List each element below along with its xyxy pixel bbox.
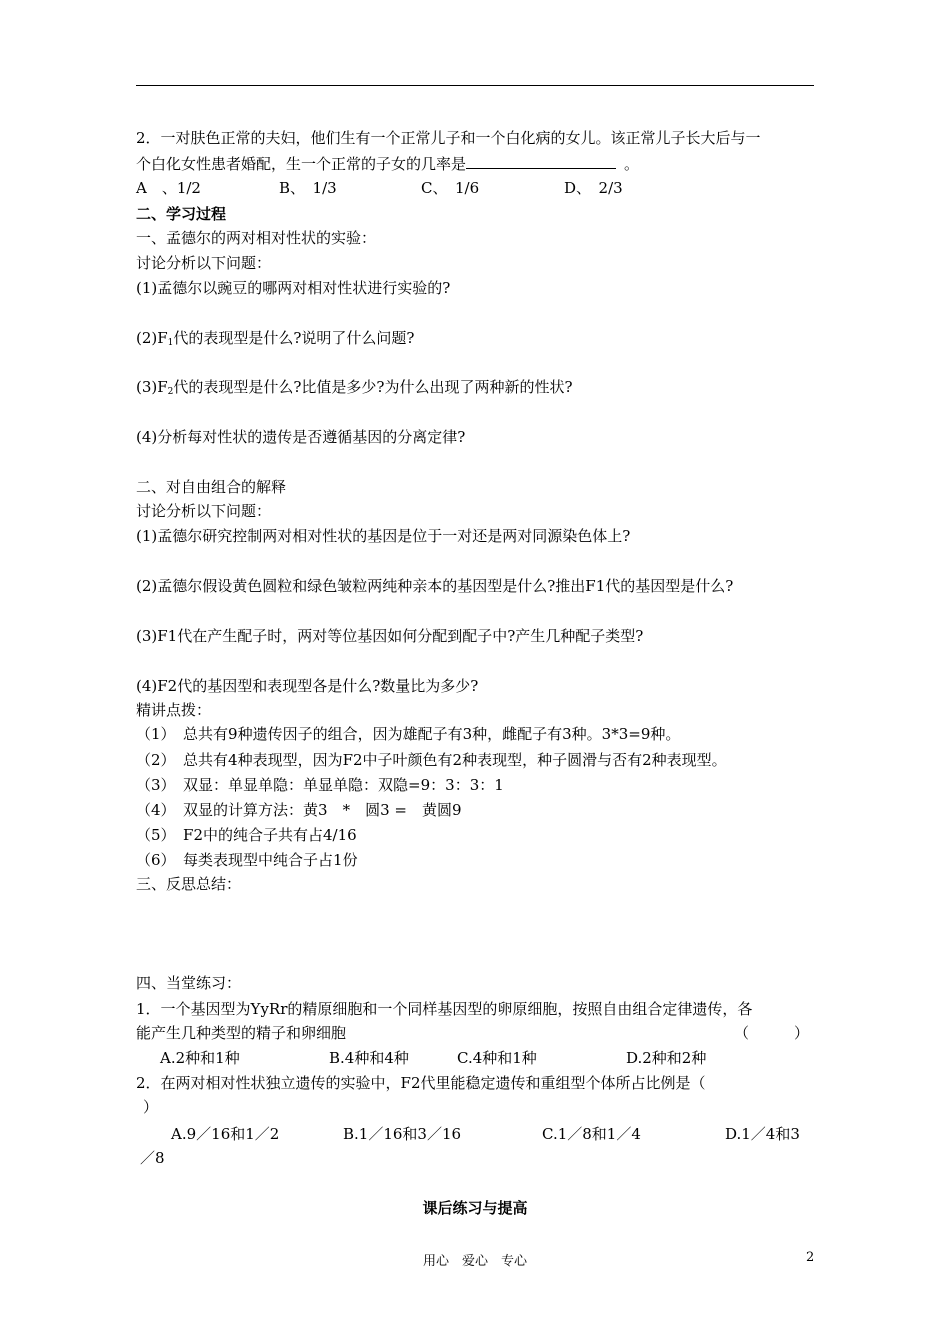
question-2-3: (3)F1代在产生配子时，两对等位基因如何分配到配子中?产生几种配子类型? [136, 627, 644, 645]
q2-option-c: C、 1/6 [421, 179, 480, 197]
p2-option-a: A.9／16和1／2 [171, 1125, 280, 1143]
question-1-3 [136, 377, 573, 402]
discuss-label-2: 讨论分析以下问题： [136, 502, 272, 520]
practice-2-line-2: ） [143, 1098, 159, 1116]
point-3: （3） 双显：单显单隐：单显单隐：双隐=9：3：3：1 [136, 776, 504, 794]
point-4: （4） 双显的计算方法：黄3 * 圆3 = 黄圆9 [136, 801, 462, 819]
heading-key-points: 精讲点拨： [136, 701, 212, 719]
heading-practice: 四、当堂练习： [136, 974, 242, 992]
q2-option-a: A 、1/2 [136, 179, 201, 197]
q1-3-text: 代的表现型是什么?比值是多少?为什么出现了两种新的性状? [173, 378, 573, 396]
practice-1-answer-paren: （ ） [734, 1024, 810, 1042]
heading-study-process: 二、学习过程 [136, 205, 227, 223]
p2-option-d: D.1／4和3 [725, 1125, 800, 1143]
q1-3-prefix: (3)F [136, 378, 168, 396]
q1-3-subscript: 2 [167, 387, 174, 397]
point-1: （1） 总共有9种遗传因子的组合，因为雄配子有3种，雌配子有3种。3*3=9种。 [136, 725, 681, 743]
q1-2-prefix: (2)F [136, 329, 168, 347]
question-1-2 [136, 328, 414, 353]
point-5: （5） F2中的纯合子共有占4/16 [136, 826, 357, 844]
q1-2-subscript: 1 [167, 338, 174, 348]
p2-option-b: B.1／16和3／16 [343, 1125, 462, 1143]
point-2: （2） 总共有4种表现型，因为F2中子叶颜色有2种表现型，种子圆滑与否有2种表现型。 [136, 751, 727, 769]
question-2-end: 。 [624, 155, 640, 173]
question-1-4: (4)分析每对性状的遗传是否遵循基因的分离定律? [136, 428, 466, 446]
question-2-text: 个白化女性患者婚配，生一个正常的子女的几率是 [136, 155, 467, 173]
question-2-4: (4)F2代的基因型和表现型各是什么?数量比为多少? [136, 677, 479, 695]
heading-after-class: 课后练习与提高 [422, 1199, 528, 1217]
question-2-2: (2)孟德尔假设黄色圆粒和绿色皱粒两纯种亲本的基因型是什么?推出F1代的基因型是什么? [136, 577, 734, 595]
q2-option-d: D、 2/3 [564, 179, 623, 197]
p1-option-a: A.2种和1种 [160, 1049, 240, 1067]
question-1-1: (1)孟德尔以豌豆的哪两对相对性状进行实验的? [136, 279, 451, 297]
question-2-line-1: 2．一对肤色正常的夫妇，他们生有一个正常儿子和一个白化病的女儿。该正常儿子长大后与一 [136, 129, 761, 147]
practice-1-line-1: 1．一个基因型为YyRr的精原细胞和一个同样基因型的卵原细胞，按照自由组合定律遗传，各 [136, 1000, 753, 1018]
heading-reflection: 三、反思总结： [136, 875, 242, 893]
page-number: 2 [806, 1250, 815, 1265]
answer-blank [466, 154, 616, 169]
practice-1-line-2: 能产生几种类型的精子和卵细胞 [136, 1024, 347, 1042]
header-rule [136, 85, 814, 86]
p2-option-c: C.1／8和1／4 [542, 1125, 641, 1143]
footer-slogan: 用心 爱心 专心 [422, 1254, 527, 1269]
p1-option-c: C.4种和1种 [457, 1049, 537, 1067]
p2-option-d-continued: ／8 [140, 1149, 165, 1167]
point-6: （6） 每类表现型中纯合子占1份 [136, 851, 358, 869]
question-2-1: (1)孟德尔研究控制两对相对性状的基因是位于一对还是两对同源染色体上? [136, 527, 631, 545]
practice-2-line-1: 2．在两对相对性状独立遗传的实验中，F2代里能稳定遗传和重组型个体所占比例是（ [136, 1074, 706, 1092]
p1-option-d: D.2种和2种 [626, 1049, 707, 1067]
p1-option-b: B.4种和4种 [329, 1049, 409, 1067]
q1-2-text: 代的表现型是什么?说明了什么问题? [173, 329, 415, 347]
discuss-label-1: 讨论分析以下问题： [136, 254, 272, 272]
heading-mendel-experiment: 一、孟德尔的两对相对性状的实验： [136, 229, 377, 247]
question-2-line-2 [136, 154, 639, 174]
heading-free-combination: 二、对自由组合的解释 [136, 478, 287, 496]
q2-option-b: B、 1/3 [279, 179, 337, 197]
